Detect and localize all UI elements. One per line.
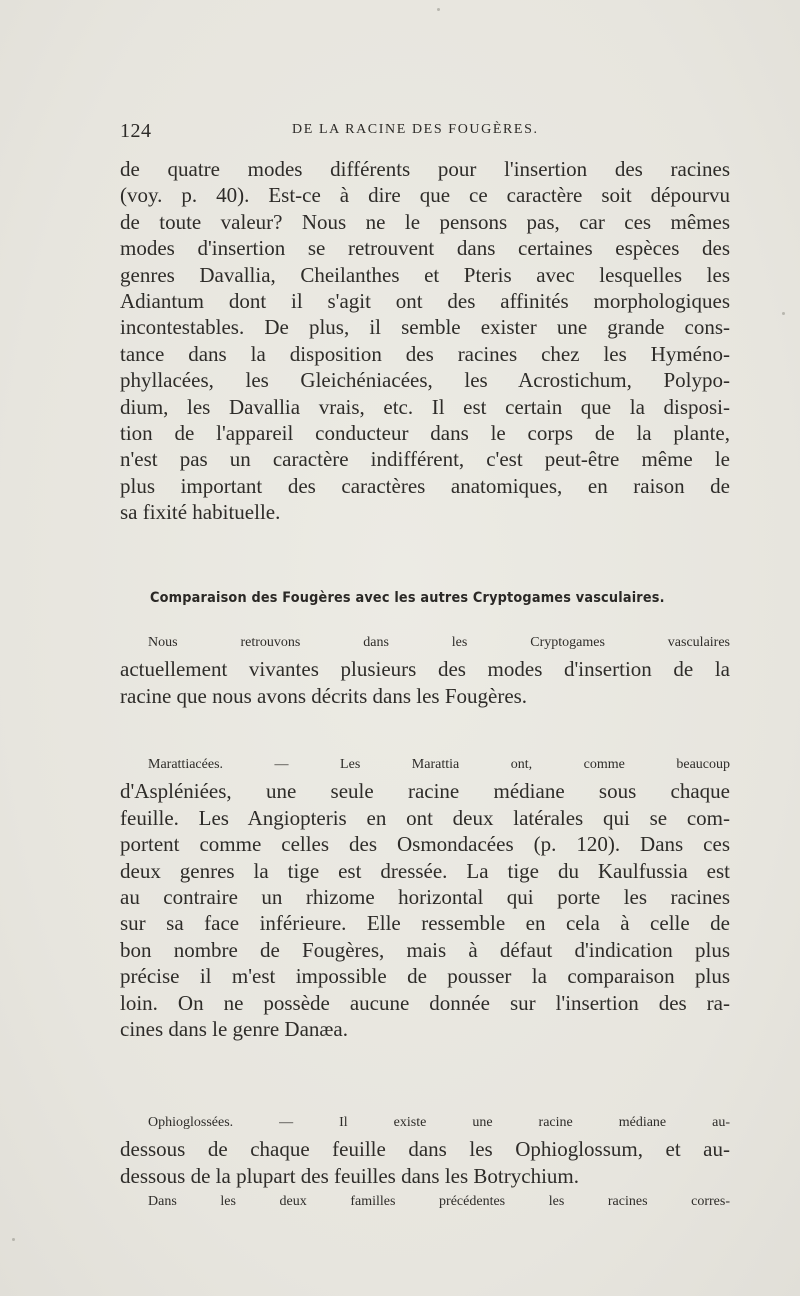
text-line: tion de l'appareil conducteur dans le corps de la plante, [120,421,730,446]
text-line: d'Aspléniées, une seule racine médiane sous chaque [120,779,730,804]
text-line: phyllacées, les Gleichéniacées, les Acrostichum, Polypo- [120,368,730,393]
text-line: dium, les Davallia vrais, etc. Il est certain que la disposi- [120,394,730,419]
text-line: de quatre modes différents pour l'insertion des racines [120,157,730,181]
text-line: de toute valeur? Nous ne le pensons pas, car ces mêmes [120,209,730,234]
text-line: Nous retrouvons dans les Cryptogames vasculaires [148,635,730,650]
paragraph-ophioglossees [120,1110,730,1216]
text-line: modes d'insertion se retrouvent dans certaines espèces des [120,236,730,261]
text-line: sa fixité habituelle. [120,500,281,525]
text-line: racine que nous avons décrits dans les Fougères. [120,683,528,708]
text-line: précise il m'est impossible de pousser la comparaison plus [120,964,730,989]
text-line: loin. On ne possède aucune donnée sur l'insertion des ra- [120,990,730,1015]
page-number: 124 [120,120,152,142]
paper-speck [782,312,785,315]
text-line: incontestables. De plus, il semble exister une grande cons- [120,315,730,340]
text-line: (voy. p. 40). Est-ce à dire que ce caractère soit dépourvu [120,183,730,208]
text-line: actuellement vivantes plusieurs des modes d'insertion de la [120,657,730,682]
running-title: DE LA RACINE DES FOUGÈRES. [292,122,539,137]
text-line: sur sa face inférieure. Elle ressemble en cela à celle de [120,911,730,936]
text-line: deux genres la tige est dressée. La tige du Kaulfussia est [120,858,730,883]
text-line: Marattiacées. — Les Marattia ont, comme beaucoup [148,757,730,772]
paper-speck [12,1238,15,1241]
text-line: dessous de la plupart des feuilles dans les Botrychium. [120,1163,579,1188]
paragraph-marattiacees [120,752,730,1042]
text-line: plus important des caractères anatomiques, en raison de [120,473,730,498]
text-line: genres Davallia, Cheilanthes et Pteris avec lesquelles les [120,262,730,287]
text-line: portent comme celles des Osmondacées (p. 120). Dans ces [120,832,730,857]
paragraph-roots-insertion [120,156,730,526]
section-heading: Comparaison des Fougères avec les autres Cryptogames vasculaires. [150,590,665,606]
paragraph-comparison [120,630,730,709]
page-header [120,120,730,146]
text-line: cines dans le genre Danæa. [120,1017,348,1042]
text-line: n'est pas un caractère indifférent, c'est peut-être même le [120,447,730,472]
text-line: feuille. Les Angiopteris en ont deux latérales qui se com- [120,805,730,830]
text-line: au contraire un rhizome horizontal qui porte les racines [120,885,730,910]
paper-speck [437,8,440,11]
text-line: dessous de chaque feuille dans les Ophioglossum, et au- [120,1137,730,1162]
text-line: Adiantum dont il s'agit ont des affinités morphologiques [120,289,730,314]
text-line: tance dans la disposition des racines chez les Hyméno- [120,341,730,366]
text-line: bon nombre de Fougères, mais à défaut d'indication plus [120,937,730,962]
text-line: Dans les deux familles précédentes les racines corres- [148,1194,730,1210]
text-line: Ophioglossées. — Il existe une racine médiane au- [148,1115,730,1130]
